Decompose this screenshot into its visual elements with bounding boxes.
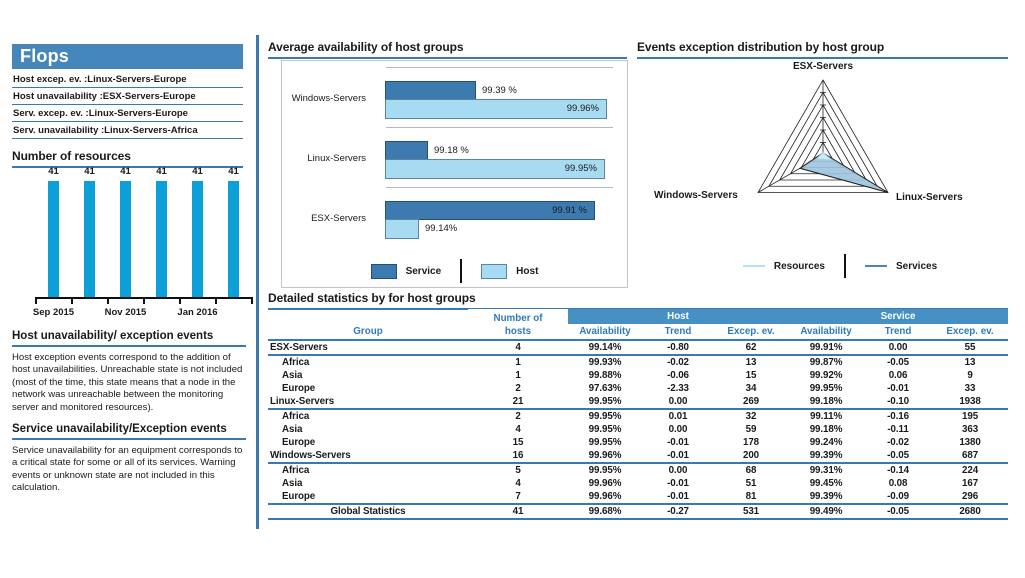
cell-h_ex: 32 (745, 411, 757, 422)
host-note-body: Host exception events correspond to the addition of host unavailabilities. Unreachable state is not included (most of the time, this state means that a node in the network was unreachable between the monitoring server and monitored resources). (12, 352, 243, 413)
cell-group: Linux-Servers (268, 395, 468, 409)
x-axis-tick (179, 297, 181, 304)
cell-group: Europe (268, 490, 468, 504)
group-separator-line (386, 67, 613, 68)
cell-group: Asia (282, 424, 303, 435)
cell-hosts: 7 (468, 490, 568, 504)
cell-group: Windows-Servers (268, 449, 468, 463)
cell-s_av: 99.87% (809, 357, 843, 368)
table-row (268, 449, 1008, 463)
cell-h_tr: -0.01 (667, 478, 689, 489)
cell-s_tr: -0.09 (864, 490, 932, 504)
cell-h_ex: 34 (745, 383, 757, 394)
cell-h_ex: 200 (714, 449, 788, 463)
resource-bar-value: 41 (120, 166, 131, 177)
radar-axis-label-esx: ESX-Servers (792, 61, 854, 72)
flops-panel-title: Flops (12, 44, 243, 69)
cell-h_av: 99.93% (588, 357, 622, 368)
cell-h_av: 97.63% (588, 383, 622, 394)
cell-h_av: 99.68% (568, 504, 642, 519)
cell-h_av: 99.95% (568, 395, 642, 409)
table-row (268, 382, 1008, 395)
cell-group: Asia (282, 370, 303, 381)
cell-s_av: 99.49% (788, 504, 864, 519)
cell-h_ex: 62 (714, 340, 788, 355)
bar-value-label: 99.95% (564, 162, 597, 174)
cell-group: Africa (282, 411, 310, 422)
cell-h_av: 99.96% (588, 478, 622, 489)
x-axis-tick-label: Jan 2016 (177, 307, 218, 318)
cell-h_av: 99.88% (588, 370, 622, 381)
radar-axis-label-windows: Windows-Servers (654, 190, 738, 201)
hosts-header-line2: hosts (468, 324, 568, 340)
table-total-row (268, 504, 1008, 519)
cell-s_tr: -0.05 (864, 504, 932, 519)
cell-h_tr: -2.33 (667, 383, 689, 394)
bar-value-label: 99.18 % (434, 145, 469, 156)
table-row (268, 340, 1008, 355)
flops-item (12, 105, 243, 122)
host-legend-label: Host (516, 265, 539, 277)
host-legend-swatch (481, 264, 507, 279)
cell-h_tr: -0.01 (642, 449, 714, 463)
cell-s_tr: -0.16 (887, 411, 909, 422)
resource-bar (228, 181, 239, 297)
flops-item-label: Host excep. ev. : (13, 74, 88, 85)
bar-value-label: 99.39 % (482, 85, 517, 96)
table-row (268, 423, 1008, 436)
cell-s_av: 99.39% (788, 449, 864, 463)
legend-divider (460, 259, 462, 283)
cell-hosts: 4 (515, 478, 521, 489)
bar-value-label: 99.14% (425, 222, 458, 234)
x-axis-tick (107, 297, 109, 304)
cell-s_tr: 0.06 (888, 370, 908, 381)
radar-axis-label-linux: Linux-Servers (896, 192, 963, 203)
table-row (268, 395, 1008, 409)
cell-h_ex: 13 (745, 357, 757, 368)
host-bar (385, 219, 419, 239)
category-label: Windows-Servers (291, 93, 366, 104)
service-note-heading: Service unavailability/Exception events (12, 423, 246, 440)
flops-item-label: Serv. unavailability : (13, 125, 105, 136)
flops-item-value: Linux-Servers-Europe (88, 108, 188, 119)
service-legend-label: Service (405, 265, 442, 277)
table-row (268, 409, 1008, 423)
cell-s_ex: 296 (932, 490, 1008, 504)
host-availability-header: Availability (568, 324, 642, 340)
cell-group: Europe (282, 383, 316, 394)
empty-header (268, 309, 468, 324)
cell-hosts: 1 (515, 370, 521, 381)
cell-hosts: 41 (468, 504, 568, 519)
cell-s_av: 99.18% (788, 395, 864, 409)
resource-bar-value: 41 (228, 166, 239, 177)
category-label: Linux-Servers (307, 153, 366, 164)
cell-s_tr: -0.11 (887, 424, 909, 435)
resource-bar-value: 41 (48, 166, 59, 177)
cell-h_tr: -0.80 (642, 340, 714, 355)
cell-s_ex: 363 (962, 424, 979, 435)
cell-s_ex: 1380 (959, 437, 981, 448)
table-row (268, 355, 1008, 369)
cell-h_tr: -0.02 (667, 357, 689, 368)
cell-s_ex: 1938 (932, 395, 1008, 409)
cell-hosts: 21 (468, 395, 568, 409)
table-subheader-row (268, 324, 1008, 340)
cell-s_ex: 195 (962, 411, 979, 422)
cell-s_tr: -0.10 (864, 395, 932, 409)
cell-h_ex: 59 (745, 424, 757, 435)
flops-item (12, 88, 243, 105)
table-row (268, 369, 1008, 382)
cell-s_av: 99.11% (809, 411, 843, 422)
cell-h_av: 99.95% (588, 465, 622, 476)
cell-h_av: 99.14% (568, 340, 642, 355)
group-header: Group (268, 324, 468, 340)
resources-legend-label: Resources (773, 260, 825, 272)
cell-h_tr: 0.01 (668, 411, 688, 422)
cell-s_tr: -0.01 (887, 383, 909, 394)
cell-h_ex: 51 (745, 478, 757, 489)
flops-list (12, 71, 243, 139)
x-axis-tick (35, 297, 37, 304)
stats-table (268, 309, 1008, 520)
service-note-body: Service unavailability for an equipment corresponds to a critical state for some or all of its services. Warning events or unknown state are not included in this calculation. (12, 445, 243, 494)
cell-hosts: 2 (515, 383, 521, 394)
flops-item-value: Linux-Servers-Europe (87, 74, 187, 85)
flops-item-value: Linux-Servers-Africa (104, 125, 198, 136)
x-axis-tick-label: Sep 2015 (32, 307, 75, 318)
table-band-row (268, 309, 1008, 324)
vertical-divider (256, 35, 259, 529)
x-axis-tick (251, 297, 253, 304)
resources-bar-chart (12, 166, 248, 321)
cell-hosts: 4 (468, 340, 568, 355)
x-axis-tick (215, 297, 217, 304)
resources-legend-swatch (743, 265, 765, 268)
table-row (268, 477, 1008, 490)
cell-s_tr: -0.05 (864, 449, 932, 463)
cell-s_ex: 224 (962, 465, 979, 476)
cell-s_av: 99.39% (788, 490, 864, 504)
cell-h_ex: 15 (745, 370, 757, 381)
cell-s_av: 99.91% (788, 340, 864, 355)
cell-s_av: 99.24% (809, 437, 843, 448)
cell-group: Africa (282, 465, 310, 476)
table-row (268, 490, 1008, 504)
notes-section (12, 330, 246, 504)
resource-bar (84, 181, 95, 297)
cell-s_av: 99.95% (809, 383, 843, 394)
cell-h_tr: -0.01 (642, 490, 714, 504)
service-bar (385, 81, 476, 100)
table-row (268, 436, 1008, 449)
cell-s_ex: 33 (964, 383, 976, 394)
radar-legend (680, 254, 1000, 278)
cell-hosts: 2 (515, 411, 521, 422)
availability-chart (281, 60, 628, 288)
cell-s_av: 99.92% (809, 370, 843, 381)
resource-bar (156, 181, 167, 297)
resources-chart-title: Number of resources (12, 149, 243, 168)
cell-h_tr: 0.00 (668, 465, 688, 476)
cell-h_av: 99.95% (588, 411, 622, 422)
cell-hosts: 4 (515, 424, 521, 435)
cell-s_tr: 0.08 (888, 478, 908, 489)
services-legend-label: Services (895, 260, 938, 272)
cell-s_tr: 0.00 (864, 340, 932, 355)
cell-group: Global Statistics (268, 504, 468, 519)
cell-group: ESX-Servers (268, 340, 468, 355)
resource-bar (120, 181, 131, 297)
cell-h_tr: -0.06 (667, 370, 689, 381)
cell-h_tr: -0.01 (667, 437, 689, 448)
service-legend-swatch (371, 264, 397, 279)
x-axis-tick-label: Nov 2015 (104, 307, 147, 318)
table-row (268, 463, 1008, 477)
cell-s_tr: -0.05 (887, 357, 909, 368)
cell-s_av: 99.31% (809, 465, 843, 476)
cell-s_tr: -0.14 (887, 465, 909, 476)
cell-s_ex: 687 (932, 449, 1008, 463)
cell-s_ex: 2680 (932, 504, 1008, 519)
cell-hosts: 15 (512, 437, 524, 448)
flops-item-value: ESX-Servers-Europe (102, 91, 196, 102)
availability-legend (282, 259, 627, 283)
cell-group: Europe (282, 437, 316, 448)
cell-s_ex: 167 (962, 478, 979, 489)
radar-chart-title: Events exception distribution by host group (637, 40, 1008, 59)
flops-item-label: Serv. excep. ev. : (13, 108, 89, 119)
category-label: ESX-Servers (311, 213, 366, 224)
stats-table-title: Detailed statistics by for host groups (268, 291, 1008, 310)
services-legend-swatch (865, 265, 887, 268)
flops-item (12, 122, 243, 139)
cell-h_ex: 68 (745, 465, 757, 476)
cell-h_tr: -0.27 (642, 504, 714, 519)
cell-s_av: 99.45% (809, 478, 843, 489)
host-excep-header: Excep. ev. (714, 324, 788, 340)
cell-h_av: 99.96% (568, 490, 642, 504)
bar-value-label: 99.96% (566, 102, 599, 114)
x-axis-tick (71, 297, 73, 304)
resource-bar (192, 181, 203, 297)
legend-divider (844, 254, 846, 278)
cell-h_ex: 531 (714, 504, 788, 519)
cell-s_ex: 9 (967, 370, 973, 381)
cell-s_tr: -0.02 (887, 437, 909, 448)
bar-value-label: 99.91 % (552, 205, 587, 216)
host-note-heading: Host unavailability/ exception events (12, 330, 246, 347)
resource-bar-value: 41 (156, 166, 167, 177)
service-excep-header: Excep. ev. (932, 324, 1008, 340)
service-trend-header: Trend (864, 324, 932, 340)
group-separator-line (386, 187, 613, 188)
service-availability-header: Availability (788, 324, 864, 340)
hosts-header-line1: Number of (468, 309, 568, 324)
x-axis-tick (143, 297, 145, 304)
cell-h_av: 99.95% (588, 424, 622, 435)
flops-item (12, 71, 243, 88)
cell-hosts: 5 (515, 465, 521, 476)
cell-h_ex: 269 (714, 395, 788, 409)
resource-bar (48, 181, 59, 297)
cell-hosts: 16 (468, 449, 568, 463)
availability-chart-title: Average availability of host groups (268, 40, 627, 59)
cell-group: Africa (282, 357, 310, 368)
resource-bar-value: 41 (84, 166, 95, 177)
radar-chart (640, 73, 1000, 198)
cell-s_ex: 55 (932, 340, 1008, 355)
resource-bar-value: 41 (192, 166, 203, 177)
cell-h_ex: 81 (714, 490, 788, 504)
cell-h_tr: 0.00 (668, 424, 688, 435)
cell-h_av: 99.95% (588, 437, 622, 448)
cell-group: Asia (282, 478, 303, 489)
service-bar (385, 141, 428, 160)
group-separator-line (386, 127, 613, 128)
flops-item-label: Host unavailability : (13, 91, 103, 102)
cell-hosts: 1 (515, 357, 521, 368)
cell-h_ex: 178 (742, 437, 760, 448)
host-trend-header: Trend (642, 324, 714, 340)
host-band-header: Host (568, 309, 788, 324)
cell-h_tr: 0.00 (642, 395, 714, 409)
service-band-header: Service (788, 309, 1008, 324)
cell-s_ex: 13 (964, 357, 976, 368)
cell-h_av: 99.96% (568, 449, 642, 463)
cell-s_av: 99.18% (809, 424, 843, 435)
